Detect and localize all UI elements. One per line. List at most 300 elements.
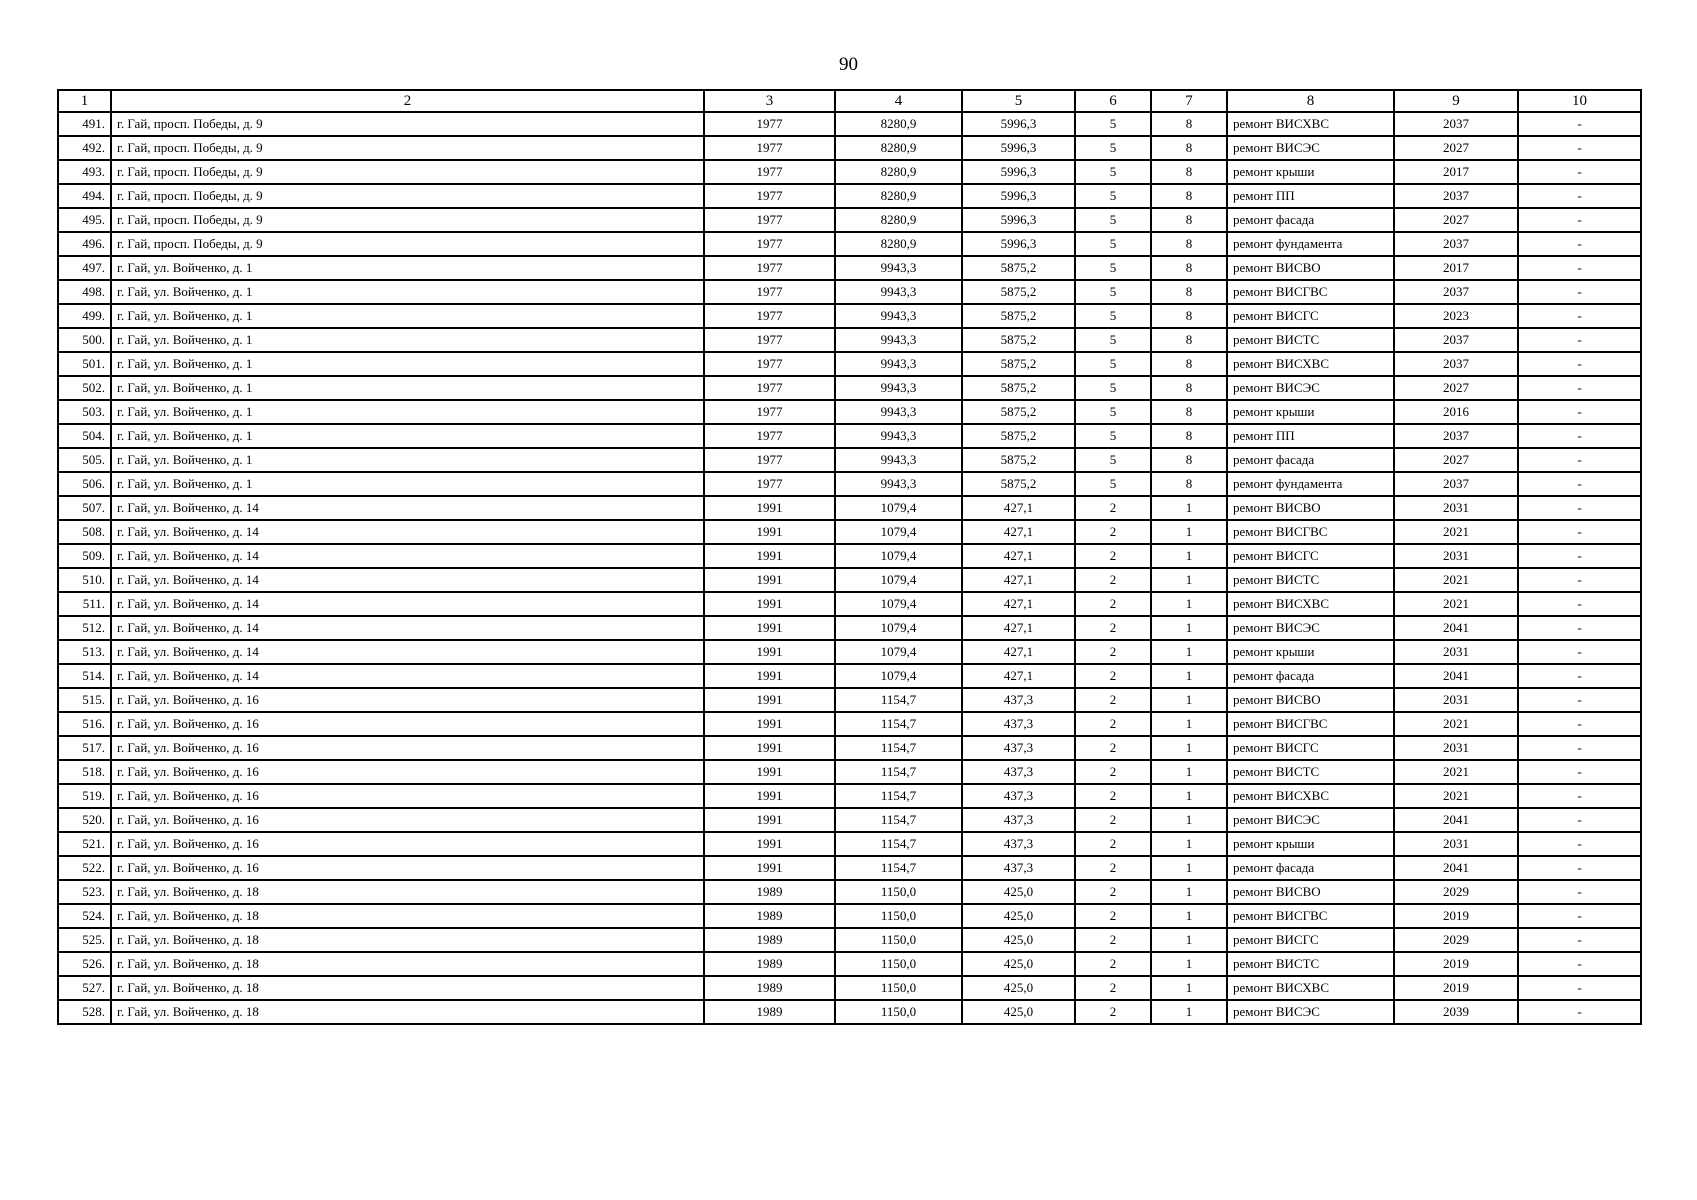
build-year-cell: 1989: [704, 928, 835, 952]
table-row: [58, 112, 1641, 136]
total-area-cell: 8280,9: [835, 112, 962, 136]
total-area-cell: 8280,9: [835, 232, 962, 256]
row-number-cell: 500.: [58, 328, 111, 352]
total-area-cell: 1079,4: [835, 568, 962, 592]
floors-cell: 5: [1075, 232, 1151, 256]
living-area-cell: 427,1: [962, 544, 1075, 568]
address-cell: г. Гай, просп. Победы, д. 9: [111, 112, 704, 136]
table-row: [58, 880, 1641, 904]
address-cell: г. Гай, просп. Победы, д. 9: [111, 232, 704, 256]
entrances-cell: 8: [1151, 136, 1227, 160]
address-cell: г. Гай, ул. Войченко, д. 14: [111, 520, 704, 544]
entrances-cell: 1: [1151, 712, 1227, 736]
total-area-cell: 9943,3: [835, 352, 962, 376]
entrances-cell: 8: [1151, 232, 1227, 256]
total-area-cell: 1154,7: [835, 808, 962, 832]
work-type-cell: ремонт ВИСХВС: [1227, 976, 1394, 1000]
living-area-cell: 437,3: [962, 784, 1075, 808]
build-year-cell: 1991: [704, 832, 835, 856]
table-row: [58, 616, 1641, 640]
address-cell: г. Гай, ул. Войченко, д. 1: [111, 352, 704, 376]
plan-year-cell: 2031: [1394, 544, 1518, 568]
entrances-cell: 1: [1151, 496, 1227, 520]
plan-year-cell: 2021: [1394, 568, 1518, 592]
total-area-cell: 1079,4: [835, 496, 962, 520]
table-row: [58, 448, 1641, 472]
living-area-cell: 425,0: [962, 928, 1075, 952]
address-cell: г. Гай, ул. Войченко, д. 18: [111, 952, 704, 976]
table-row: [58, 184, 1641, 208]
entrances-cell: 8: [1151, 160, 1227, 184]
entrances-cell: 1: [1151, 904, 1227, 928]
work-type-cell: ремонт ВИСГВС: [1227, 712, 1394, 736]
build-year-cell: 1991: [704, 544, 835, 568]
floors-cell: 2: [1075, 664, 1151, 688]
plan-year-cell: 2041: [1394, 616, 1518, 640]
living-area-cell: 5875,2: [962, 400, 1075, 424]
build-year-cell: 1991: [704, 592, 835, 616]
table-row: [58, 976, 1641, 1000]
build-year-cell: 1991: [704, 808, 835, 832]
address-cell: г. Гай, ул. Войченко, д. 16: [111, 856, 704, 880]
entrances-cell: 8: [1151, 184, 1227, 208]
floors-cell: 2: [1075, 976, 1151, 1000]
living-area-cell: 5875,2: [962, 424, 1075, 448]
floors-cell: 2: [1075, 856, 1151, 880]
total-area-cell: 1079,4: [835, 664, 962, 688]
note-cell: -: [1518, 880, 1641, 904]
work-type-cell: ремонт фундамента: [1227, 472, 1394, 496]
row-number-cell: 503.: [58, 400, 111, 424]
table-row: [58, 640, 1641, 664]
table-row: [58, 832, 1641, 856]
column-header: 8: [1227, 90, 1394, 112]
floors-cell: 2: [1075, 736, 1151, 760]
table-body: [58, 112, 1641, 1024]
living-area-cell: 5996,3: [962, 136, 1075, 160]
entrances-cell: 1: [1151, 736, 1227, 760]
work-type-cell: ремонт ВИСЭС: [1227, 376, 1394, 400]
plan-year-cell: 2037: [1394, 232, 1518, 256]
row-number-cell: 525.: [58, 928, 111, 952]
address-cell: г. Гай, просп. Победы, д. 9: [111, 208, 704, 232]
floors-cell: 5: [1075, 376, 1151, 400]
entrances-cell: 1: [1151, 952, 1227, 976]
build-year-cell: 1991: [704, 784, 835, 808]
build-year-cell: 1977: [704, 256, 835, 280]
column-header: 10: [1518, 90, 1641, 112]
entrances-cell: 1: [1151, 616, 1227, 640]
entrances-cell: 1: [1151, 640, 1227, 664]
living-area-cell: 5875,2: [962, 280, 1075, 304]
address-cell: г. Гай, просп. Победы, д. 9: [111, 184, 704, 208]
note-cell: -: [1518, 136, 1641, 160]
work-type-cell: ремонт ВИСГС: [1227, 544, 1394, 568]
plan-year-cell: 2027: [1394, 136, 1518, 160]
entrances-cell: 1: [1151, 808, 1227, 832]
entrances-cell: 8: [1151, 280, 1227, 304]
table-row: [58, 256, 1641, 280]
entrances-cell: 8: [1151, 424, 1227, 448]
entrances-cell: 1: [1151, 784, 1227, 808]
total-area-cell: 1079,4: [835, 520, 962, 544]
row-number-cell: 522.: [58, 856, 111, 880]
build-year-cell: 1991: [704, 568, 835, 592]
living-area-cell: 5875,2: [962, 352, 1075, 376]
table-row: [58, 928, 1641, 952]
floors-cell: 2: [1075, 544, 1151, 568]
address-cell: г. Гай, просп. Победы, д. 9: [111, 136, 704, 160]
build-year-cell: 1977: [704, 424, 835, 448]
work-type-cell: ремонт ВИСГВС: [1227, 280, 1394, 304]
row-number-cell: 504.: [58, 424, 111, 448]
work-type-cell: ремонт ВИСЭС: [1227, 136, 1394, 160]
build-year-cell: 1977: [704, 184, 835, 208]
address-cell: г. Гай, ул. Войченко, д. 16: [111, 760, 704, 784]
entrances-cell: 8: [1151, 208, 1227, 232]
note-cell: -: [1518, 592, 1641, 616]
work-type-cell: ремонт ВИСГС: [1227, 736, 1394, 760]
living-area-cell: 5996,3: [962, 112, 1075, 136]
address-cell: г. Гай, ул. Войченко, д. 14: [111, 664, 704, 688]
table-row: [58, 208, 1641, 232]
note-cell: -: [1518, 640, 1641, 664]
note-cell: -: [1518, 328, 1641, 352]
address-cell: г. Гай, ул. Войченко, д. 1: [111, 424, 704, 448]
plan-year-cell: 2029: [1394, 928, 1518, 952]
build-year-cell: 1977: [704, 304, 835, 328]
row-number-cell: 509.: [58, 544, 111, 568]
floors-cell: 2: [1075, 904, 1151, 928]
total-area-cell: 1079,4: [835, 640, 962, 664]
table-row: [58, 352, 1641, 376]
entrances-cell: 8: [1151, 256, 1227, 280]
work-type-cell: ремонт ВИСВО: [1227, 880, 1394, 904]
row-number-cell: 519.: [58, 784, 111, 808]
plan-year-cell: 2031: [1394, 736, 1518, 760]
build-year-cell: 1991: [704, 640, 835, 664]
plan-year-cell: 2037: [1394, 184, 1518, 208]
address-cell: г. Гай, ул. Войченко, д. 16: [111, 736, 704, 760]
plan-year-cell: 2037: [1394, 472, 1518, 496]
plan-year-cell: 2031: [1394, 688, 1518, 712]
row-number-cell: 505.: [58, 448, 111, 472]
living-area-cell: 437,3: [962, 808, 1075, 832]
build-year-cell: 1989: [704, 1000, 835, 1024]
address-cell: г. Гай, ул. Войченко, д. 16: [111, 784, 704, 808]
row-number-cell: 497.: [58, 256, 111, 280]
entrances-cell: 1: [1151, 592, 1227, 616]
table-row: [58, 136, 1641, 160]
table-row: [58, 376, 1641, 400]
build-year-cell: 1977: [704, 280, 835, 304]
total-area-cell: 1150,0: [835, 952, 962, 976]
repair-schedule-table: [57, 89, 1642, 1025]
note-cell: -: [1518, 472, 1641, 496]
floors-cell: 2: [1075, 928, 1151, 952]
build-year-cell: 1991: [704, 496, 835, 520]
total-area-cell: 1154,7: [835, 784, 962, 808]
table-row: [58, 736, 1641, 760]
living-area-cell: 5875,2: [962, 304, 1075, 328]
build-year-cell: 1977: [704, 232, 835, 256]
entrances-cell: 8: [1151, 112, 1227, 136]
entrances-cell: 8: [1151, 328, 1227, 352]
total-area-cell: 8280,9: [835, 160, 962, 184]
living-area-cell: 427,1: [962, 592, 1075, 616]
address-cell: г. Гай, ул. Войченко, д. 18: [111, 880, 704, 904]
work-type-cell: ремонт крыши: [1227, 400, 1394, 424]
table-row: [58, 304, 1641, 328]
work-type-cell: ремонт ВИСВО: [1227, 256, 1394, 280]
note-cell: -: [1518, 160, 1641, 184]
work-type-cell: ремонт ВИСЭС: [1227, 808, 1394, 832]
plan-year-cell: 2031: [1394, 832, 1518, 856]
plan-year-cell: 2037: [1394, 280, 1518, 304]
note-cell: -: [1518, 832, 1641, 856]
work-type-cell: ремонт фасада: [1227, 856, 1394, 880]
note-cell: -: [1518, 232, 1641, 256]
column-header: 3: [704, 90, 835, 112]
total-area-cell: 1154,7: [835, 736, 962, 760]
build-year-cell: 1977: [704, 400, 835, 424]
work-type-cell: ремонт ПП: [1227, 424, 1394, 448]
work-type-cell: ремонт ВИСГС: [1227, 928, 1394, 952]
table-row: [58, 328, 1641, 352]
build-year-cell: 1989: [704, 976, 835, 1000]
entrances-cell: 1: [1151, 664, 1227, 688]
address-cell: г. Гай, ул. Войченко, д. 16: [111, 688, 704, 712]
note-cell: -: [1518, 736, 1641, 760]
note-cell: -: [1518, 952, 1641, 976]
build-year-cell: 1989: [704, 880, 835, 904]
row-number-cell: 493.: [58, 160, 111, 184]
entrances-cell: 1: [1151, 856, 1227, 880]
note-cell: -: [1518, 760, 1641, 784]
address-cell: г. Гай, ул. Войченко, д. 1: [111, 328, 704, 352]
total-area-cell: 1154,7: [835, 832, 962, 856]
entrances-cell: 1: [1151, 880, 1227, 904]
floors-cell: 2: [1075, 640, 1151, 664]
table-row: [58, 904, 1641, 928]
note-cell: -: [1518, 496, 1641, 520]
plan-year-cell: 2029: [1394, 880, 1518, 904]
living-area-cell: 427,1: [962, 640, 1075, 664]
floors-cell: 2: [1075, 616, 1151, 640]
row-number-cell: 524.: [58, 904, 111, 928]
address-cell: г. Гай, ул. Войченко, д. 18: [111, 904, 704, 928]
table-row: [58, 160, 1641, 184]
work-type-cell: ремонт ВИСХВС: [1227, 592, 1394, 616]
build-year-cell: 1991: [704, 520, 835, 544]
address-cell: г. Гай, ул. Войченко, д. 14: [111, 640, 704, 664]
work-type-cell: ремонт ВИСЭС: [1227, 616, 1394, 640]
address-cell: г. Гай, ул. Войченко, д. 14: [111, 616, 704, 640]
entrances-cell: 8: [1151, 400, 1227, 424]
living-area-cell: 437,3: [962, 712, 1075, 736]
floors-cell: 5: [1075, 256, 1151, 280]
plan-year-cell: 2021: [1394, 784, 1518, 808]
total-area-cell: 1150,0: [835, 976, 962, 1000]
build-year-cell: 1991: [704, 616, 835, 640]
address-cell: г. Гай, просп. Победы, д. 9: [111, 160, 704, 184]
living-area-cell: 5875,2: [962, 448, 1075, 472]
floors-cell: 2: [1075, 712, 1151, 736]
living-area-cell: 5996,3: [962, 208, 1075, 232]
address-cell: г. Гай, ул. Войченко, д. 1: [111, 280, 704, 304]
build-year-cell: 1989: [704, 904, 835, 928]
row-number-cell: 491.: [58, 112, 111, 136]
plan-year-cell: 2037: [1394, 352, 1518, 376]
total-area-cell: 1150,0: [835, 904, 962, 928]
address-cell: г. Гай, ул. Войченко, д. 1: [111, 304, 704, 328]
work-type-cell: ремонт фундамента: [1227, 232, 1394, 256]
total-area-cell: 1079,4: [835, 592, 962, 616]
row-number-cell: 510.: [58, 568, 111, 592]
plan-year-cell: 2017: [1394, 160, 1518, 184]
work-type-cell: ремонт крыши: [1227, 832, 1394, 856]
address-cell: г. Гай, ул. Войченко, д. 14: [111, 544, 704, 568]
floors-cell: 2: [1075, 688, 1151, 712]
note-cell: -: [1518, 448, 1641, 472]
note-cell: -: [1518, 208, 1641, 232]
work-type-cell: ремонт ВИСГВС: [1227, 904, 1394, 928]
note-cell: -: [1518, 976, 1641, 1000]
living-area-cell: 425,0: [962, 880, 1075, 904]
table-row: [58, 520, 1641, 544]
total-area-cell: 1150,0: [835, 1000, 962, 1024]
total-area-cell: 8280,9: [835, 208, 962, 232]
total-area-cell: 9943,3: [835, 424, 962, 448]
total-area-cell: 1154,7: [835, 712, 962, 736]
living-area-cell: 437,3: [962, 736, 1075, 760]
build-year-cell: 1977: [704, 448, 835, 472]
note-cell: -: [1518, 184, 1641, 208]
entrances-cell: 1: [1151, 1000, 1227, 1024]
living-area-cell: 427,1: [962, 616, 1075, 640]
page-number: 90: [839, 54, 858, 75]
address-cell: г. Гай, ул. Войченко, д. 16: [111, 712, 704, 736]
total-area-cell: 9943,3: [835, 448, 962, 472]
living-area-cell: 425,0: [962, 904, 1075, 928]
table-row: [58, 400, 1641, 424]
address-cell: г. Гай, ул. Войченко, д. 1: [111, 448, 704, 472]
plan-year-cell: 2019: [1394, 952, 1518, 976]
address-cell: г. Гай, ул. Войченко, д. 16: [111, 808, 704, 832]
row-number-cell: 514.: [58, 664, 111, 688]
total-area-cell: 9943,3: [835, 400, 962, 424]
work-type-cell: ремонт ВИСТС: [1227, 568, 1394, 592]
plan-year-cell: 2021: [1394, 520, 1518, 544]
living-area-cell: 5875,2: [962, 472, 1075, 496]
plan-year-cell: 2017: [1394, 256, 1518, 280]
note-cell: -: [1518, 112, 1641, 136]
table-row: [58, 592, 1641, 616]
plan-year-cell: 2021: [1394, 760, 1518, 784]
column-header: 5: [962, 90, 1075, 112]
row-number-cell: 495.: [58, 208, 111, 232]
address-cell: г. Гай, ул. Войченко, д. 18: [111, 1000, 704, 1024]
column-header: 9: [1394, 90, 1518, 112]
entrances-cell: 8: [1151, 352, 1227, 376]
column-header: 1: [58, 90, 111, 112]
work-type-cell: ремонт крыши: [1227, 160, 1394, 184]
total-area-cell: 9943,3: [835, 280, 962, 304]
work-type-cell: ремонт ВИСХВС: [1227, 112, 1394, 136]
build-year-cell: 1991: [704, 736, 835, 760]
table-row: [58, 544, 1641, 568]
row-number-cell: 517.: [58, 736, 111, 760]
row-number-cell: 521.: [58, 832, 111, 856]
note-cell: -: [1518, 688, 1641, 712]
living-area-cell: 427,1: [962, 664, 1075, 688]
build-year-cell: 1977: [704, 328, 835, 352]
living-area-cell: 437,3: [962, 832, 1075, 856]
entrances-cell: 1: [1151, 928, 1227, 952]
row-number-cell: 502.: [58, 376, 111, 400]
floors-cell: 2: [1075, 496, 1151, 520]
row-number-cell: 511.: [58, 592, 111, 616]
entrances-cell: 8: [1151, 472, 1227, 496]
living-area-cell: 5996,3: [962, 232, 1075, 256]
note-cell: -: [1518, 1000, 1641, 1024]
note-cell: -: [1518, 904, 1641, 928]
work-type-cell: ремонт ВИСЭС: [1227, 1000, 1394, 1024]
note-cell: -: [1518, 376, 1641, 400]
address-cell: г. Гай, ул. Войченко, д. 14: [111, 568, 704, 592]
note-cell: -: [1518, 280, 1641, 304]
work-type-cell: ремонт ВИСВО: [1227, 688, 1394, 712]
table-row: [58, 760, 1641, 784]
plan-year-cell: 2031: [1394, 496, 1518, 520]
work-type-cell: ремонт ВИСХВС: [1227, 784, 1394, 808]
floors-cell: 5: [1075, 184, 1151, 208]
plan-year-cell: 2031: [1394, 640, 1518, 664]
row-number-cell: 506.: [58, 472, 111, 496]
work-type-cell: ремонт ПП: [1227, 184, 1394, 208]
total-area-cell: 8280,9: [835, 136, 962, 160]
entrances-cell: 1: [1151, 832, 1227, 856]
plan-year-cell: 2027: [1394, 448, 1518, 472]
address-cell: г. Гай, ул. Войченко, д. 1: [111, 400, 704, 424]
table-row: [58, 424, 1641, 448]
table-row: [58, 808, 1641, 832]
living-area-cell: 5875,2: [962, 376, 1075, 400]
entrances-cell: 8: [1151, 448, 1227, 472]
build-year-cell: 1977: [704, 136, 835, 160]
note-cell: -: [1518, 616, 1641, 640]
floors-cell: 2: [1075, 592, 1151, 616]
note-cell: -: [1518, 568, 1641, 592]
work-type-cell: ремонт фасада: [1227, 664, 1394, 688]
work-type-cell: ремонт крыши: [1227, 640, 1394, 664]
address-cell: г. Гай, ул. Войченко, д. 16: [111, 832, 704, 856]
row-number-cell: 494.: [58, 184, 111, 208]
living-area-cell: 427,1: [962, 520, 1075, 544]
work-type-cell: ремонт ВИСХВС: [1227, 352, 1394, 376]
plan-year-cell: 2041: [1394, 856, 1518, 880]
plan-year-cell: 2037: [1394, 112, 1518, 136]
address-cell: г. Гай, ул. Войченко, д. 18: [111, 976, 704, 1000]
row-number-cell: 516.: [58, 712, 111, 736]
row-number-cell: 526.: [58, 952, 111, 976]
floors-cell: 5: [1075, 112, 1151, 136]
entrances-cell: 1: [1151, 760, 1227, 784]
floors-cell: 5: [1075, 280, 1151, 304]
table-row: [58, 1000, 1641, 1024]
total-area-cell: 9943,3: [835, 328, 962, 352]
row-number-cell: 515.: [58, 688, 111, 712]
